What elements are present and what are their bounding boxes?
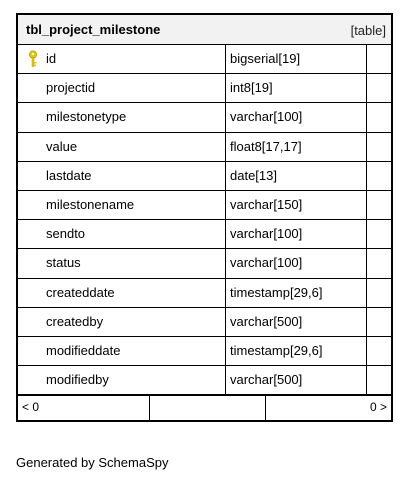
- column-extra-cell: [367, 162, 391, 190]
- table-header: [18, 15, 391, 45]
- column-type: varchar[500]: [226, 366, 367, 394]
- key-icon: [27, 50, 39, 68]
- table-row: [18, 103, 391, 132]
- column-type: date[13]: [226, 162, 367, 190]
- table-row: [18, 133, 391, 162]
- column-name[interactable]: milestonename: [46, 196, 135, 212]
- column-name-cell: [18, 220, 226, 248]
- table-row: [18, 162, 391, 191]
- column-type: varchar[500]: [226, 308, 367, 336]
- column-name-cell: [18, 308, 226, 336]
- table-row: [18, 337, 391, 366]
- column-name[interactable]: milestonetype: [46, 109, 127, 125]
- column-extra-cell: [367, 279, 391, 307]
- column-type: float8[17,17]: [226, 133, 367, 161]
- column-name-cell: [18, 162, 226, 190]
- generated-by-text: Generated by SchemaSpy: [16, 455, 169, 470]
- table-row: [18, 366, 391, 395]
- column-name-cell: [18, 45, 226, 73]
- table-row: [18, 308, 391, 337]
- column-extra-cell: [367, 249, 391, 277]
- column-name[interactable]: createddate: [46, 284, 115, 300]
- column-name-cell: [18, 249, 226, 277]
- column-extra-cell: [367, 220, 391, 248]
- column-extra-cell: [367, 133, 391, 161]
- column-name-cell: [18, 103, 226, 131]
- table-row: [18, 249, 391, 278]
- column-name[interactable]: createdby: [46, 313, 104, 329]
- column-extra-cell: [367, 308, 391, 336]
- parents-count[interactable]: < 0: [18, 396, 150, 420]
- column-list: [18, 45, 391, 395]
- column-type: varchar[100]: [226, 249, 367, 277]
- column-extra-cell: [367, 337, 391, 365]
- column-extra-cell: [367, 191, 391, 219]
- column-extra-cell: [367, 74, 391, 102]
- table-row: [18, 279, 391, 308]
- column-name[interactable]: modifieddate: [46, 342, 121, 358]
- table-entity: [16, 13, 393, 422]
- column-name[interactable]: modifiedby: [46, 372, 109, 388]
- column-type: varchar[100]: [226, 220, 367, 248]
- column-name-cell: [18, 366, 226, 394]
- column-name[interactable]: status: [46, 255, 81, 271]
- column-type: timestamp[29,6]: [226, 279, 367, 307]
- children-count[interactable]: 0 >: [369, 400, 387, 414]
- table-kind-label: [table]: [350, 23, 386, 38]
- table-footer: [18, 395, 391, 420]
- column-type: varchar[150]: [226, 191, 367, 219]
- column-type: int8[19]: [226, 74, 367, 102]
- column-extra-cell: [367, 103, 391, 131]
- column-name[interactable]: sendto: [46, 226, 86, 242]
- column-type: bigserial[19]: [226, 45, 367, 73]
- column-name[interactable]: projectid: [46, 80, 96, 96]
- table-row: [18, 191, 391, 220]
- table-row: [18, 220, 391, 249]
- table-row: [18, 45, 391, 74]
- column-extra-cell: [367, 45, 391, 73]
- column-extra-cell: [367, 366, 391, 394]
- column-name[interactable]: id: [46, 51, 57, 66]
- table-name[interactable]: tbl_project_milestone: [26, 22, 161, 37]
- column-type: varchar[100]: [226, 103, 367, 131]
- column-name-cell: [18, 74, 226, 102]
- column-type: timestamp[29,6]: [226, 337, 367, 365]
- table-row: [18, 74, 391, 103]
- column-name-cell: [18, 191, 226, 219]
- column-name-cell: [18, 133, 226, 161]
- column-name-cell: [18, 337, 226, 365]
- footer-spacer: [150, 396, 266, 420]
- column-name[interactable]: value: [46, 138, 78, 154]
- column-name-cell: [18, 279, 226, 307]
- column-name[interactable]: lastdate: [46, 167, 92, 183]
